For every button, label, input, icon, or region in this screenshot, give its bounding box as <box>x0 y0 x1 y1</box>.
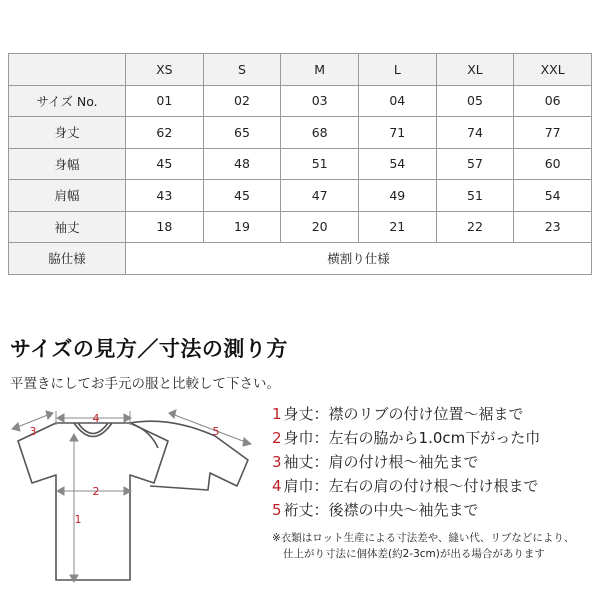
table-cell: 05 <box>436 85 514 117</box>
table-cell: 74 <box>436 117 514 149</box>
table-cell: 19 <box>203 211 281 243</box>
legend-text: 肩巾：左右の肩の付け根〜付け根まで <box>283 477 539 495</box>
disclaimer-note <box>272 530 574 562</box>
table-cell: 54 <box>514 180 592 212</box>
table-cell: 43 <box>126 180 204 212</box>
table-cell: 60 <box>514 148 592 180</box>
diagram-labels <box>30 412 220 526</box>
legend-number: 5 <box>272 501 282 519</box>
table-cell: 48 <box>203 148 281 180</box>
table-cell: 47 <box>281 180 359 212</box>
table-cell: 04 <box>358 85 436 117</box>
size-header: XS <box>126 54 204 86</box>
table-cell: 21 <box>358 211 436 243</box>
legend-text: 裄丈：後襟の中央〜袖先まで <box>283 501 479 519</box>
legend-number: 3 <box>272 453 282 471</box>
tshirt-measurement-diagram <box>0 398 270 598</box>
legend-text: 身丈：襟のリブの付け位置〜裾まで <box>283 405 524 423</box>
size-header: XL <box>436 54 514 86</box>
table-cell: 20 <box>281 211 359 243</box>
size-header-row <box>9 54 592 86</box>
size-header: S <box>203 54 281 86</box>
table-cell: 54 <box>358 148 436 180</box>
row-label: 身丈 <box>9 117 126 149</box>
row-label: サイズ No. <box>9 85 126 117</box>
label-1: 1 <box>74 513 82 526</box>
table-cell: 22 <box>436 211 514 243</box>
table-cell: 71 <box>358 117 436 149</box>
size-header: L <box>358 54 436 86</box>
arrow-1 <box>70 434 78 582</box>
table-row <box>9 211 592 243</box>
arrow-5 <box>169 410 251 446</box>
side-spec-value: 横割り仕様 <box>126 243 592 275</box>
table-cell: 45 <box>203 180 281 212</box>
note-line: 仕上がり寸法に個体差(約2-3cm)が出る場合があります <box>283 548 545 560</box>
table-cell: 18 <box>126 211 204 243</box>
table-cell: 65 <box>203 117 281 149</box>
legend-item <box>272 402 598 426</box>
table-cell: 51 <box>436 180 514 212</box>
legend-text: 袖丈：肩の付け根〜袖先まで <box>283 453 479 471</box>
table-cell: 62 <box>126 117 204 149</box>
table-cell: 57 <box>436 148 514 180</box>
table-cell: 01 <box>126 85 204 117</box>
section-title: サイズの見方／寸法の測り方 <box>10 337 288 361</box>
size-chart-table <box>8 53 592 275</box>
table-cell: 77 <box>514 117 592 149</box>
measurement-legend <box>272 402 598 522</box>
size-header: M <box>281 54 359 86</box>
legend-number: 2 <box>272 429 282 447</box>
table-cell: 51 <box>281 148 359 180</box>
legend-item <box>272 450 598 474</box>
side-spec-row <box>9 243 592 275</box>
table-row <box>9 85 592 117</box>
label-3: 3 <box>29 425 37 438</box>
table-cell: 68 <box>281 117 359 149</box>
label-4: 4 <box>92 412 100 425</box>
label-2: 2 <box>92 485 100 498</box>
tshirt-front-outline <box>18 423 168 580</box>
size-chart-body <box>9 54 592 275</box>
table-row <box>9 180 592 212</box>
row-label: 袖丈 <box>9 211 126 243</box>
table-row <box>9 117 592 149</box>
table-row <box>9 148 592 180</box>
row-label: 脇仕様 <box>9 243 126 275</box>
table-cell: 06 <box>514 85 592 117</box>
table-cell: 45 <box>126 148 204 180</box>
note-line: ※衣類はロット生産による寸法差や、縫い代、リブなどにより、 <box>272 532 575 544</box>
label-5: 5 <box>212 425 220 438</box>
legend-item <box>272 498 598 522</box>
legend-item <box>272 474 598 498</box>
legend-number: 4 <box>272 477 282 495</box>
table-cell: 49 <box>358 180 436 212</box>
table-cell: 02 <box>203 85 281 117</box>
table-cell: 03 <box>281 85 359 117</box>
table-cell: 23 <box>514 211 592 243</box>
row-label: 身幅 <box>9 148 126 180</box>
legend-number: 1 <box>272 405 282 423</box>
legend-item <box>272 426 598 450</box>
corner-cell <box>9 54 126 86</box>
size-header: XXL <box>514 54 592 86</box>
legend-text: 身巾：左右の脇から1.0cm下がった巾 <box>283 429 541 447</box>
section-subtitle: 平置きにしてお手元の服と比較して下さい。 <box>10 376 280 392</box>
row-label: 肩幅 <box>9 180 126 212</box>
